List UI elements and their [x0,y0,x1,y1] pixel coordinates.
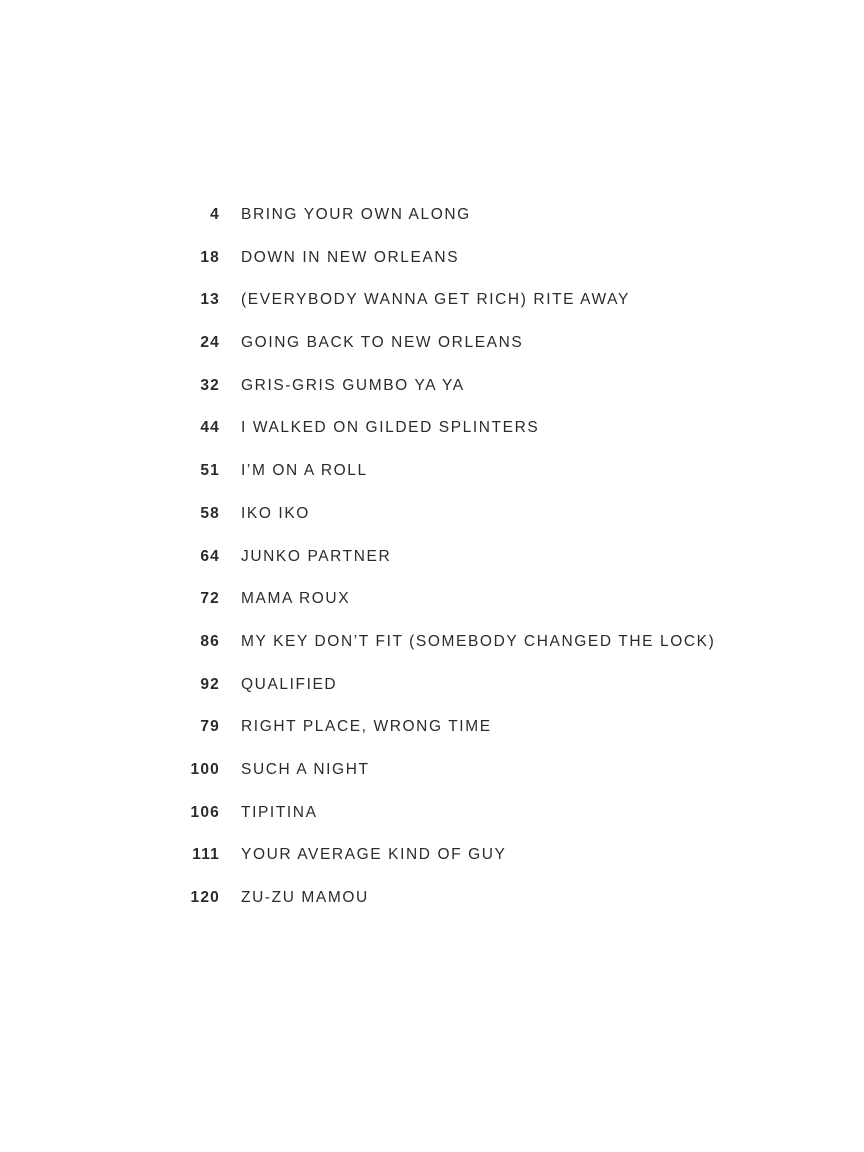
toc-song-title: GRIS-GRIS GUMBO YA YA [241,376,465,394]
toc-song-title: BRING YOUR OWN ALONG [241,206,471,223]
toc-page-number: 18 [200,248,220,266]
toc-page-number: 72 [200,590,220,608]
toc-song-title: QUALIFIED [241,675,338,693]
toc-page-number: 13 [200,291,220,309]
toc-song-title: ZU-ZU MAMOU [241,889,369,906]
toc-page-number: 32 [200,376,220,394]
toc-page-number: 120 [190,889,220,906]
toc-entry [0,544,864,587]
toc-entry [0,202,864,245]
toc-song-title: RIGHT PLACE, WRONG TIME [241,718,492,736]
toc-song-title: JUNKO PARTNER [241,547,392,565]
toc-page-number: 4 [210,206,220,223]
toc-song-title: SUCH A NIGHT [241,760,370,778]
toc-entry [0,501,864,544]
toc-page-number: 100 [190,760,220,778]
toc-page-number: 44 [200,419,220,437]
toc-entry [0,373,864,416]
toc-song-title: (EVERYBODY WANNA GET RICH) RITE AWAY [241,291,630,309]
toc-page-number: 51 [200,462,220,480]
toc-entry [0,714,864,757]
toc-song-title: MY KEY DON’T FIT (SOMEBODY CHANGED THE LOCK) [241,632,716,650]
toc-song-title: I WALKED ON GILDED SPLINTERS [241,419,540,437]
toc-entry [0,330,864,373]
toc-entry [0,800,864,843]
toc-song-title: DOWN IN NEW ORLEANS [241,248,460,266]
toc-entry [0,245,864,288]
toc-song-title: MAMA ROUX [241,590,351,608]
toc-page-number: 92 [200,675,220,693]
toc-entry [0,885,864,928]
toc-entry [0,458,864,501]
toc-page-number: 64 [200,547,220,565]
toc-page-number: 58 [200,504,220,522]
toc-page-number: 111 [192,846,220,864]
toc-entry [0,757,864,800]
toc-song-title: I’M ON A ROLL [241,462,368,480]
toc-entry [0,842,864,885]
table-of-contents [0,202,864,928]
toc-entry [0,629,864,672]
toc-song-title: YOUR AVERAGE KIND OF GUY [241,846,507,864]
toc-page-number: 86 [200,632,220,650]
toc-entry [0,415,864,458]
toc-song-title: GOING BACK TO NEW ORLEANS [241,334,524,352]
toc-entry [0,586,864,629]
toc-page-number: 24 [200,334,220,352]
toc-page-number: 106 [190,803,220,821]
toc-entry [0,287,864,330]
toc-page-number: 79 [200,718,220,736]
toc-song-title: TIPITINA [241,803,318,821]
toc-entry [0,672,864,715]
toc-song-title: IKO IKO [241,504,310,522]
